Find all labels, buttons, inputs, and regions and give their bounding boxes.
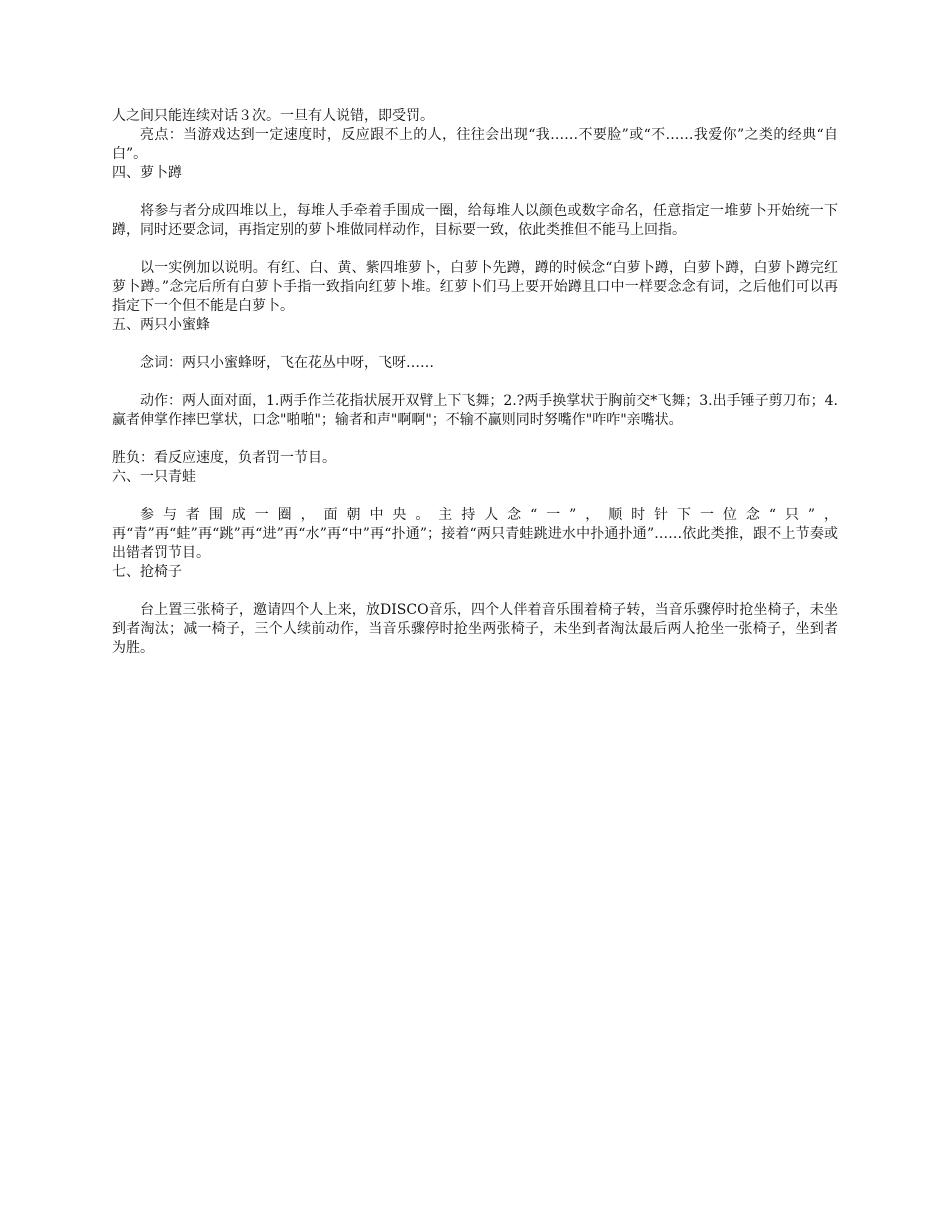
section-heading-7: 七、抢椅子 [112, 564, 182, 580]
paragraph-radish-example: 以一实例加以说明。有红、白、黄、紫四堆萝卜，白萝卜先蹲，蹲的时候念“白萝卜蹲，白萝卜蹲，白萝卜蹲完红萝卜蹲。”念完后所有白萝卜手指一致指向红萝卜堆。红萝卜们马上要开始蹲且口中一样要念念有词，之后他们可以再指定下一个但不能是白萝卜。 [112, 260, 838, 314]
paragraph-frog-rules: 参与者围成一圈，面朝中央。主持人念“一”，顺时针下一位念“只”，再“青”再“蛙”再“跳”再“进”再“水”再“中”再“扑通”；接着“两只青蛙跳进水中扑通扑通”……依此类推，跟不上节奏或出错者罚节目。 [112, 507, 838, 561]
document-page [112, 107, 838, 658]
paragraph-bees-result: 胜负：看反应速度，负者罚一节目。 [112, 450, 336, 466]
paragraph-bees-words: 念词：两只小蜜蜂呀，飞在花丛中呀，飞呀…… [140, 355, 434, 371]
paragraph-continuation: 人之间只能连续对话３次。一旦有人说错，即受罚。 [112, 108, 434, 124]
paragraph-chairs-rules: 台上置三张椅子，邀请四个人上来，放DISCO音乐，四个人伴着音乐围着椅子转，当音乐骤停时抢坐椅子，未坐到者淘汰；减一椅子，三个人续前动作，当音乐骤停时抢坐两张椅子，未坐到者淘汰最后两人抢坐一张椅子，坐到者为胜。 [112, 602, 838, 656]
section-heading-4: 四、萝卜蹲 [112, 165, 182, 181]
paragraph-highlight: 亮点：当游戏达到一定速度时，反应跟不上的人，往往会出现“我……不要脸”或“不……我爱你”之类的经典“自白”。 [112, 127, 838, 162]
paragraph-bees-actions: 动作：两人面对面，1.两手作兰花指状展开双臂上下飞舞；2.?两手换掌状于胸前交*飞舞；3.出手锤子剪刀布；4.赢者伸掌作摔巴掌状，口念"啪啪"；输者和声"啊啊"；不输不赢则同时努嘴作"咋咋"亲嘴状。 [112, 393, 838, 428]
section-heading-5: 五、两只小蜜蜂 [112, 317, 210, 333]
paragraph-radish-rules: 将参与者分成四堆以上，每堆人手牵着手围成一圈，给每堆人以颜色或数字命名，任意指定一堆萝卜开始统一下蹲，同时还要念词，再指定别的萝卜堆做同样动作，目标要一致，依此类推但不能马上回指。 [112, 203, 838, 238]
section-heading-6: 六、一只青蛙 [112, 469, 196, 485]
